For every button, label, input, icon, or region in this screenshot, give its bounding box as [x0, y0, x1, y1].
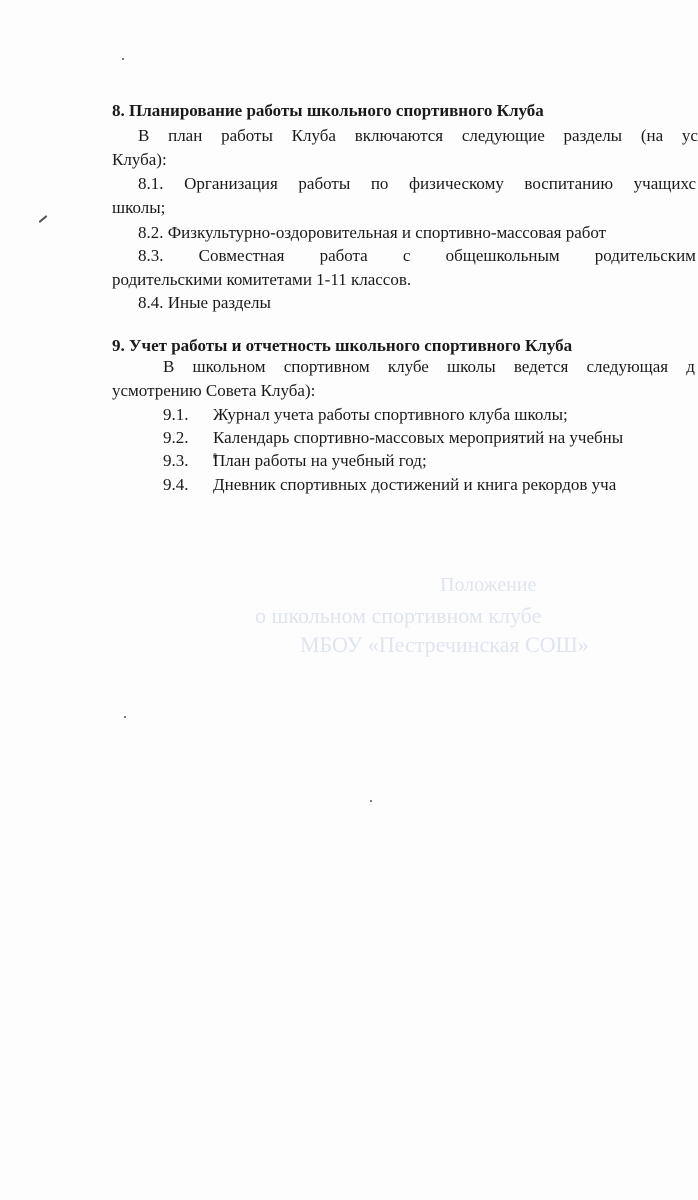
word: (на: [640, 126, 664, 145]
item-8-4: 8.4. Иные разделы: [138, 293, 271, 312]
word: работы: [221, 126, 273, 145]
scan-speck: [370, 800, 372, 802]
list-item-9-1: [163, 404, 568, 426]
word: ус: [681, 126, 698, 145]
word: следующая: [586, 357, 669, 376]
word: Организация: [184, 174, 278, 193]
item-8-1-line: [138, 173, 696, 195]
section-8-heading: 8. Планирование работы школьного спортивного Клуба: [112, 101, 544, 120]
item-8-3-line: [138, 245, 696, 267]
word: Клуба: [291, 126, 336, 145]
word: работы: [298, 174, 351, 193]
word: спортивном: [283, 357, 370, 376]
scan-speck: [124, 716, 126, 718]
list-item-number: 9.3.: [163, 451, 189, 470]
item-8-2: 8.2. Физкультурно-оздоровительная и спортивно-массовая работ: [138, 223, 607, 242]
word: школы: [447, 357, 496, 376]
show-through-line-1: Положение: [440, 574, 537, 596]
word: д: [686, 357, 695, 376]
word: разделы: [563, 126, 623, 145]
word: физическому: [409, 174, 504, 193]
item-8-3-continuation: родительскими комитетами 1-11 классов.: [112, 270, 412, 289]
word: по: [370, 174, 389, 193]
section-8-intro-continuation: Клуба):: [112, 150, 167, 169]
section-9-heading: 9. Учет работы и отчетность школьного спортивного Клуба: [112, 336, 573, 355]
word: общешкольным: [445, 246, 560, 265]
word: с: [402, 246, 411, 265]
list-item-text: Календарь спортивно-массовых мероприятий на учебны: [213, 428, 624, 447]
section-9-intro-continuation: усмотрению Совета Клуба):: [112, 381, 316, 400]
word: воспитанию: [524, 174, 614, 193]
list-item-9-4: [163, 474, 616, 496]
word: следующие: [461, 126, 545, 145]
list-item-number: 9.1.: [163, 405, 189, 424]
word: работа: [319, 246, 368, 265]
word: учащихс: [633, 174, 696, 193]
word: В: [138, 126, 150, 145]
word: включаются: [354, 126, 444, 145]
word: ведется: [513, 357, 569, 376]
list-item-9-3: [163, 450, 427, 472]
word: 8.1.: [138, 174, 164, 193]
word: родительским: [594, 246, 696, 265]
word: 8.3.: [138, 246, 164, 265]
list-item-text: План работы на учебный год;: [213, 451, 427, 470]
section-9-intro-line: [163, 356, 695, 378]
word: школьном: [192, 357, 266, 376]
word: план: [168, 126, 203, 145]
scan-speck: [122, 58, 124, 60]
item-8-1-continuation: школы;: [112, 198, 166, 217]
list-item-text: Журнал учета работы спортивного клуба школы;: [213, 405, 568, 424]
word: клубе: [387, 357, 429, 376]
list-item-9-2: [163, 427, 623, 449]
list-item-number: 9.2.: [163, 428, 189, 447]
word: Совместная: [198, 246, 285, 265]
show-through-line-3: МБОУ «Пестречинская СОШ»: [300, 632, 589, 657]
list-item-text: Дневник спортивных достижений и книга рекордов уча: [213, 475, 617, 494]
scan-mark: [39, 215, 48, 223]
section-8-intro-line: [138, 125, 698, 147]
word: В: [163, 357, 175, 376]
show-through-line-2: о школьном спортивном клубе: [255, 603, 542, 628]
list-item-number: 9.4.: [163, 475, 189, 494]
